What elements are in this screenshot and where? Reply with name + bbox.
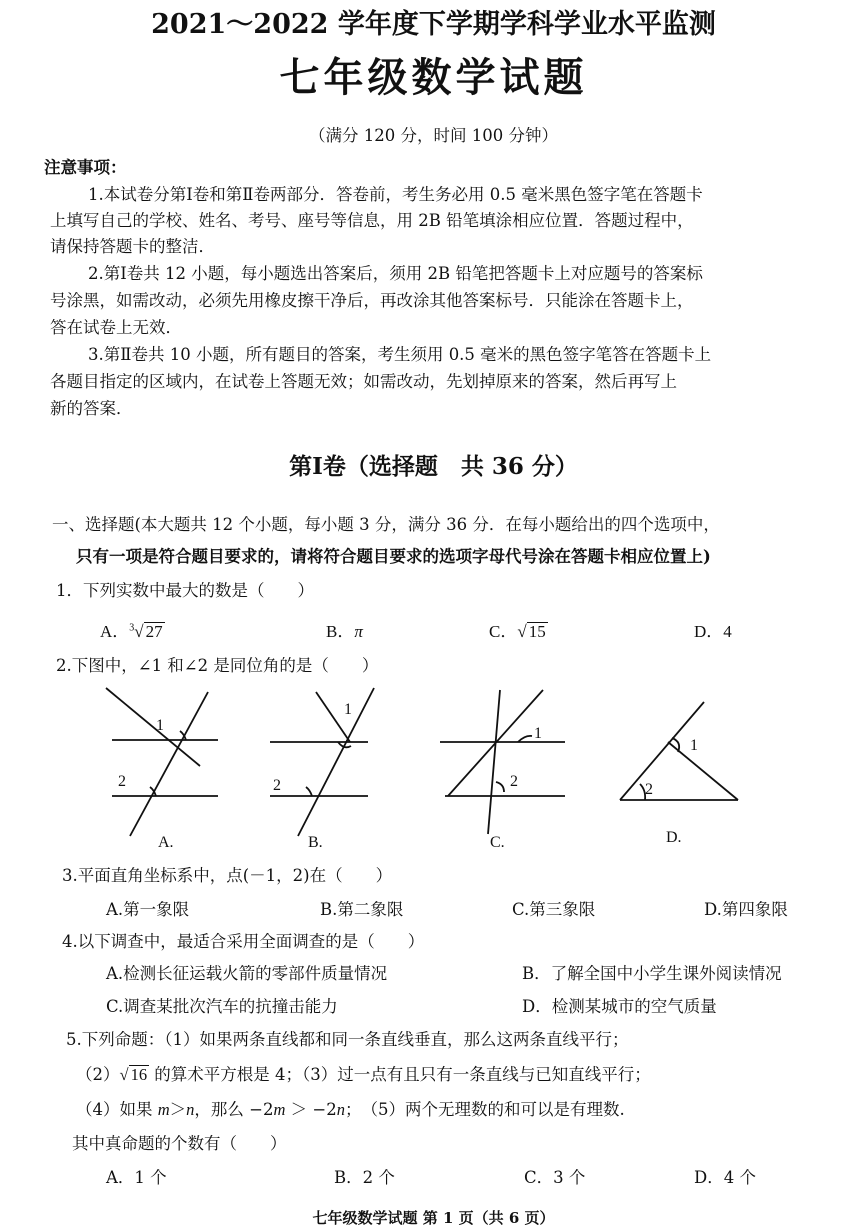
q1-b-label: B． (326, 622, 355, 641)
fig-a-label: A. (158, 834, 174, 850)
q1-option-c (489, 617, 548, 642)
part1-instruction-line1: 一、选择题(本大题共 12 个小题，每小题 3 分，满分 36 分．在每小题给出的四个选项中， (52, 515, 720, 534)
q1-a-label: A． (100, 622, 130, 641)
q1-stem: 1．下列实数中最大的数是（ ） (56, 581, 314, 600)
fig-b-mark2: 2 (273, 777, 281, 794)
q5-line4: 其中真命题的个数有（ ） (72, 1134, 287, 1153)
notice-line: 3.第Ⅱ卷共 10 小题，所有题目的答案，考生须用 0.5 毫米的黑色签字笔答在答题卡上 (88, 345, 712, 364)
q3-option-b: B.第二象限 (320, 900, 404, 919)
notice-heading: 注意事项： (44, 158, 127, 177)
var-n: n (186, 1100, 195, 1119)
q2-figures (100, 680, 760, 850)
q5-option-d: D．4 个 (694, 1168, 756, 1187)
q5-option-b: B．2 个 (334, 1168, 395, 1187)
q1-option-a (100, 617, 165, 642)
q1-c-label: C． (489, 622, 518, 641)
q5-line3-rest: ； （5）两个无理数的和可以是有理数. (345, 1100, 625, 1119)
radical-icon: √ (517, 622, 527, 641)
figure-c (440, 690, 565, 834)
q1-c-radicand: 15 (528, 622, 546, 641)
fig-b-mark1: 1 (344, 701, 352, 718)
q5-line3-mid: ，那么 −2 (194, 1100, 274, 1119)
q5-line2 (76, 1061, 651, 1085)
q3-option-d: D.第四象限 (704, 900, 788, 919)
notice-line: 各题目指定的区域内，在试卷上答题无效；如需改动，先划掉原来的答案，然后再写上 (50, 372, 677, 391)
q2-stem: 2.下图中，∠1 和∠2 是同位角的是（ ） (56, 656, 379, 675)
notice-line: 答在试卷上无效． (50, 318, 182, 337)
fig-d-mark2: 2 (645, 781, 653, 798)
q1-b-value: π (354, 622, 363, 641)
fig-c-mark1: 1 (534, 725, 542, 742)
fig-c-mark2: 2 (510, 773, 518, 790)
page-footer: 七年级数学试题 第 1 页（共 6 页） (312, 1209, 555, 1227)
var-m: m (157, 1100, 170, 1119)
gt-sign: ＞ (169, 1100, 187, 1119)
notice-line: 1.本试卷分第Ⅰ卷和第Ⅱ卷两部分．答卷前，考生务必用 0.5 毫米黑色签字笔在答题卡 (88, 185, 703, 204)
q5-line1: 5.下列命题：（1）如果两条直线都和同一条直线垂直，那么这两条直线平行； (66, 1030, 629, 1049)
notice-line: 请保持答题卡的整洁． (50, 237, 215, 256)
q1-option-d: D．4 (694, 622, 732, 641)
part1-instruction-line2: 只有一项是符合题目要求的，请将符合题目要求的选项字母代号涂在答题卡相应位置上) (76, 547, 711, 566)
figure-d (620, 702, 738, 800)
radical-icon: √ (134, 622, 144, 641)
var-n: n (336, 1100, 345, 1119)
q5-line3-gt2: ＞ −2 (285, 1100, 337, 1119)
q4-stem: 4.以下调查中，最适合采用全面调查的是（ ） (62, 932, 425, 951)
notice-line: 新的答案． (50, 399, 133, 418)
var-m: m (273, 1100, 286, 1119)
q5-line3 (76, 1096, 625, 1120)
fig-b-label: B. (308, 834, 323, 850)
q5-radicand: 16 (130, 1065, 148, 1084)
q1-a-radicand: 27 (145, 622, 163, 641)
figure-b (270, 688, 374, 836)
notice-line: 号涂黑，如需改动，必须先用橡皮擦干净后，再改涂其他答案标号．只能涂在答题卡上， (50, 291, 694, 310)
q1-a-root-index: 3 (129, 622, 135, 634)
q5-line2-prefix: （2） (76, 1065, 120, 1084)
q4-option-c: C.调查某批次汽车的抗撞击能力 (106, 997, 338, 1016)
q1-option-b (326, 617, 363, 642)
exam-series-title: 2021～2022 学年度下学期学科学业水平监测 (151, 9, 716, 40)
section-title: 第Ⅰ卷（选择题 共 36 分） (289, 453, 578, 480)
q3-option-c: C.第三象限 (512, 900, 596, 919)
q5-line2-rest: 的算术平方根是 4；（3）过一点有且只有一条直线与已知直线平行； (149, 1065, 651, 1084)
notice-line: 上填写自己的学校、姓名、考号、座号等信息，用 2B 铅笔填涂相应位置．答题过程中， (50, 211, 694, 230)
q5-option-c: C．3 个 (524, 1168, 586, 1187)
fig-d-mark1: 1 (690, 737, 698, 754)
fig-a-mark2: 2 (118, 773, 126, 790)
q4-option-d: D．检测某城市的空气质量 (522, 997, 717, 1016)
q4-option-a: A.检测长征运载火箭的零部件质量情况 (106, 964, 388, 983)
q5-line3-prefix: （4）如果 (76, 1100, 158, 1119)
fig-d-label: D. (666, 829, 682, 846)
score-time-note: （满分 120 分，时间 100 分钟） (309, 126, 558, 145)
figure-a (106, 688, 218, 836)
fig-a-mark1: 1 (156, 717, 164, 734)
radical-icon: √ (119, 1065, 129, 1084)
q4-option-b: B．了解全国中小学生课外阅读情况 (522, 964, 782, 983)
q3-option-a: A.第一象限 (106, 900, 190, 919)
notice-line: 2.第Ⅰ卷共 12 小题，每小题选出答案后，须用 2B 铅笔把答题卡上对应题号的答案标 (88, 264, 703, 283)
page-title: 七年级数学试题 (279, 54, 588, 101)
q3-stem: 3.平面直角坐标系中，点(－1，2)在（ ） (62, 866, 393, 885)
q5-option-a: A．1 个 (106, 1168, 167, 1187)
fig-c-label: C. (490, 834, 505, 850)
